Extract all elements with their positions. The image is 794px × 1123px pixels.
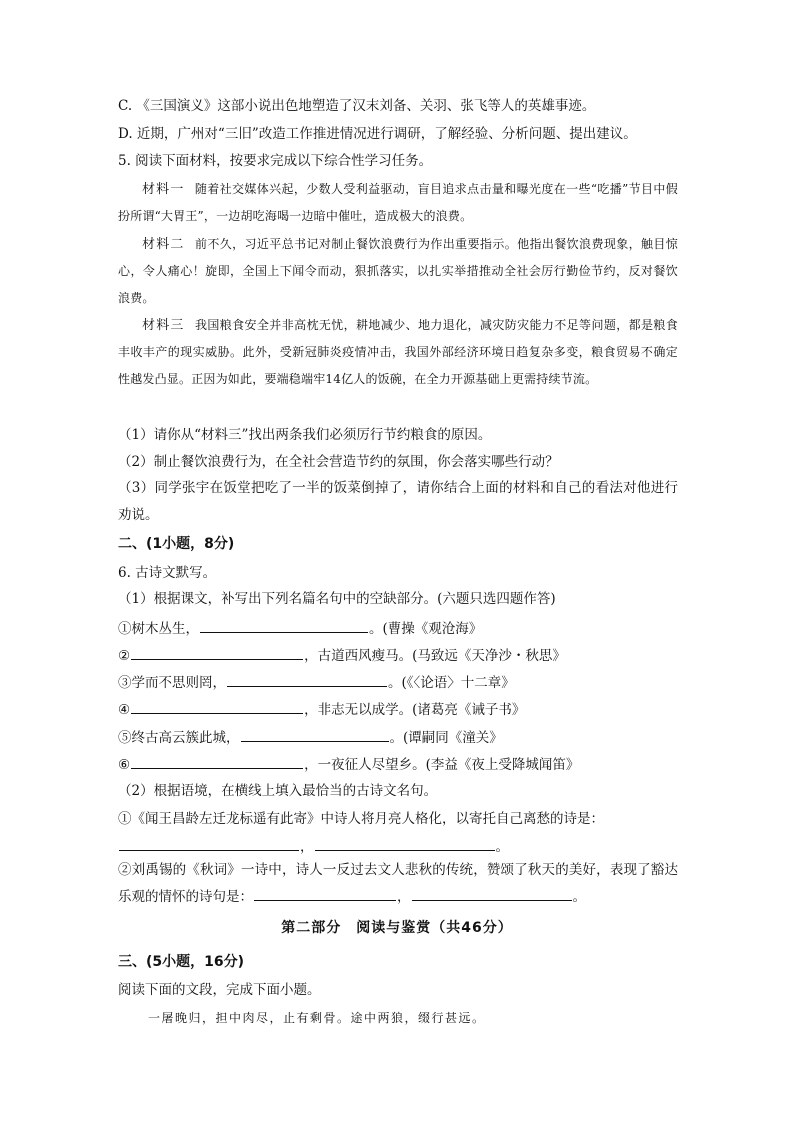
material-1	[118, 176, 678, 230]
material-2	[118, 231, 678, 312]
material-3-text: 我国粮食安全并非高枕无忧，耕地减少、地力退化，减灾防灾能力不足等问题，都是粮食丰收丰产的现实威胁。此外，受新冠肺炎疫情冲击，我国外部经济环境日趋复杂多变，粮食贸易不确定性越发凸显。正因为如此，要端稳端牢14亿人的饭碗，在全力开源基础上更需持续节流。	[118, 318, 678, 386]
material-3-label: 材料三	[142, 318, 185, 333]
dictation-item-3	[118, 672, 678, 693]
material-1-text: 随着社交媒体兴起，少数人受利益驱动，盲目追求点击量和曝光度在一些“吃播”节目中假扮所谓“大胃王”，一边胡吃海喝一边暗中催吐，造成极大的浪费。	[118, 182, 678, 223]
item-5-suffix: 。(谭嗣同《潼关》	[389, 730, 503, 746]
section-3-heading: 三、(5小题，16分)	[118, 954, 245, 970]
sub-question-3: （3）同学张宇在饭堂把吃了一半的饭菜倒掉了，请你结合上面的材料和自己的看法对他进行劝说。	[118, 480, 678, 523]
item-4-suffix: ，非志无以成学。(诸葛亮《诫子书》	[304, 702, 526, 718]
option-d: D. 近期，广州对“三旧”改造工作推进情况进行调研，了解经验、分析问题、提出建议。	[118, 126, 637, 142]
question-5-stem: 5. 阅读下面材料，按要求完成以下综合性学习任务。	[118, 153, 433, 169]
answer-blank[interactable]	[131, 754, 303, 769]
sub-question-2: （2）制止餐饮浪费行为，在全社会营造节约的氛围，你会落实哪些行动？	[118, 454, 559, 470]
answer-blank[interactable]	[241, 727, 389, 742]
item-3-suffix: 。(《〈论语〉十二章》	[388, 675, 515, 691]
context-item-2-text: ②刘禹锡的《秋词》一诗中，诗人一反过去文人悲秋的传统，赞颂了秋天的美好，表现了豁达乐观的情怀的诗句是：	[118, 862, 678, 905]
comma: ，	[397, 889, 411, 905]
answer-blank[interactable]	[315, 836, 495, 851]
answer-blank[interactable]	[254, 886, 396, 901]
dictation-item-1	[118, 618, 678, 639]
dictation-item-6	[118, 754, 678, 775]
item-6-suffix: ，一夜征人尽望乡。(李益《夜上受降城闻笛》	[304, 757, 580, 773]
answer-blank[interactable]	[131, 699, 303, 714]
material-2-text: 前不久，习近平总书记对制止餐饮浪费行为作出重要指示。他指出餐饮浪费现象，触目惊心，令人痛心！旋即，全国上下闻令而动，狠抓落实，以扎实举措推动全社会厉行勤俭节约，反对餐饮浪费。	[118, 237, 678, 305]
part-2-heading: 第二部分 阅读与鉴赏（共46分）	[281, 920, 513, 936]
question-6-stem: 6. 古诗文默写。	[118, 565, 217, 581]
answer-blank[interactable]	[131, 645, 303, 660]
answer-blank[interactable]	[412, 886, 572, 901]
part-2-stem: （2）根据语境，在横线上填入最恰当的古诗文名句。	[118, 783, 438, 799]
context-item-2	[118, 857, 678, 911]
section-3-stem: 阅读下面的文段，完成下面小题。	[118, 982, 321, 998]
dictation-item-2	[118, 645, 678, 666]
part-1-stem: （1）根据课文，补写出下列名篇名句中的空缺部分。(六题只选四题作答)	[118, 591, 556, 607]
answer-blank[interactable]	[227, 672, 387, 687]
material-1-label: 材料一	[142, 182, 185, 197]
period: 。	[572, 889, 586, 905]
sub-question-1: （1）请你从“材料三”找出两条我们必须厉行节约粮食的原因。	[118, 427, 492, 443]
period: 。	[495, 839, 509, 855]
section-2-heading: 二、(1小题，8分)	[118, 536, 235, 552]
answer-blank[interactable]	[119, 836, 299, 851]
item-3-prefix: ③学而不思则罔，	[118, 675, 226, 691]
material-3	[118, 312, 678, 420]
comma: ，	[300, 839, 314, 855]
item-1-suffix: 。(曹操《观沧海》	[369, 621, 483, 637]
answer-blank[interactable]	[200, 618, 368, 633]
context-item-1-blanks	[118, 836, 678, 857]
material-2-label: 材料二	[142, 237, 185, 252]
reading-excerpt: 一屠晚归，担中肉尽，止有剩骨。途中两狼，缀行甚远。	[148, 1011, 486, 1025]
item-6-prefix: ⑥	[118, 757, 131, 773]
dictation-item-5	[118, 727, 678, 748]
item-1-prefix: ①树木丛生，	[118, 621, 199, 637]
context-item-1-text: ①《闻王昌龄左迁龙标遥有此寄》中诗人将月亮人格化，以寄托自己离愁的诗是：	[118, 811, 604, 827]
item-2-suffix: ，古道西风瘦马。(马致远《天净沙・秋思》	[304, 648, 566, 664]
item-2-prefix: ②	[118, 648, 131, 664]
dictation-item-4	[118, 699, 678, 720]
item-4-prefix: ④	[118, 702, 131, 718]
item-5-prefix: ⑤终古高云簇此城，	[118, 730, 240, 746]
option-c: C. 《三国演义》这部小说出色地塑造了汉末刘备、关羽、张飞等人的英雄事迹。	[118, 98, 596, 114]
